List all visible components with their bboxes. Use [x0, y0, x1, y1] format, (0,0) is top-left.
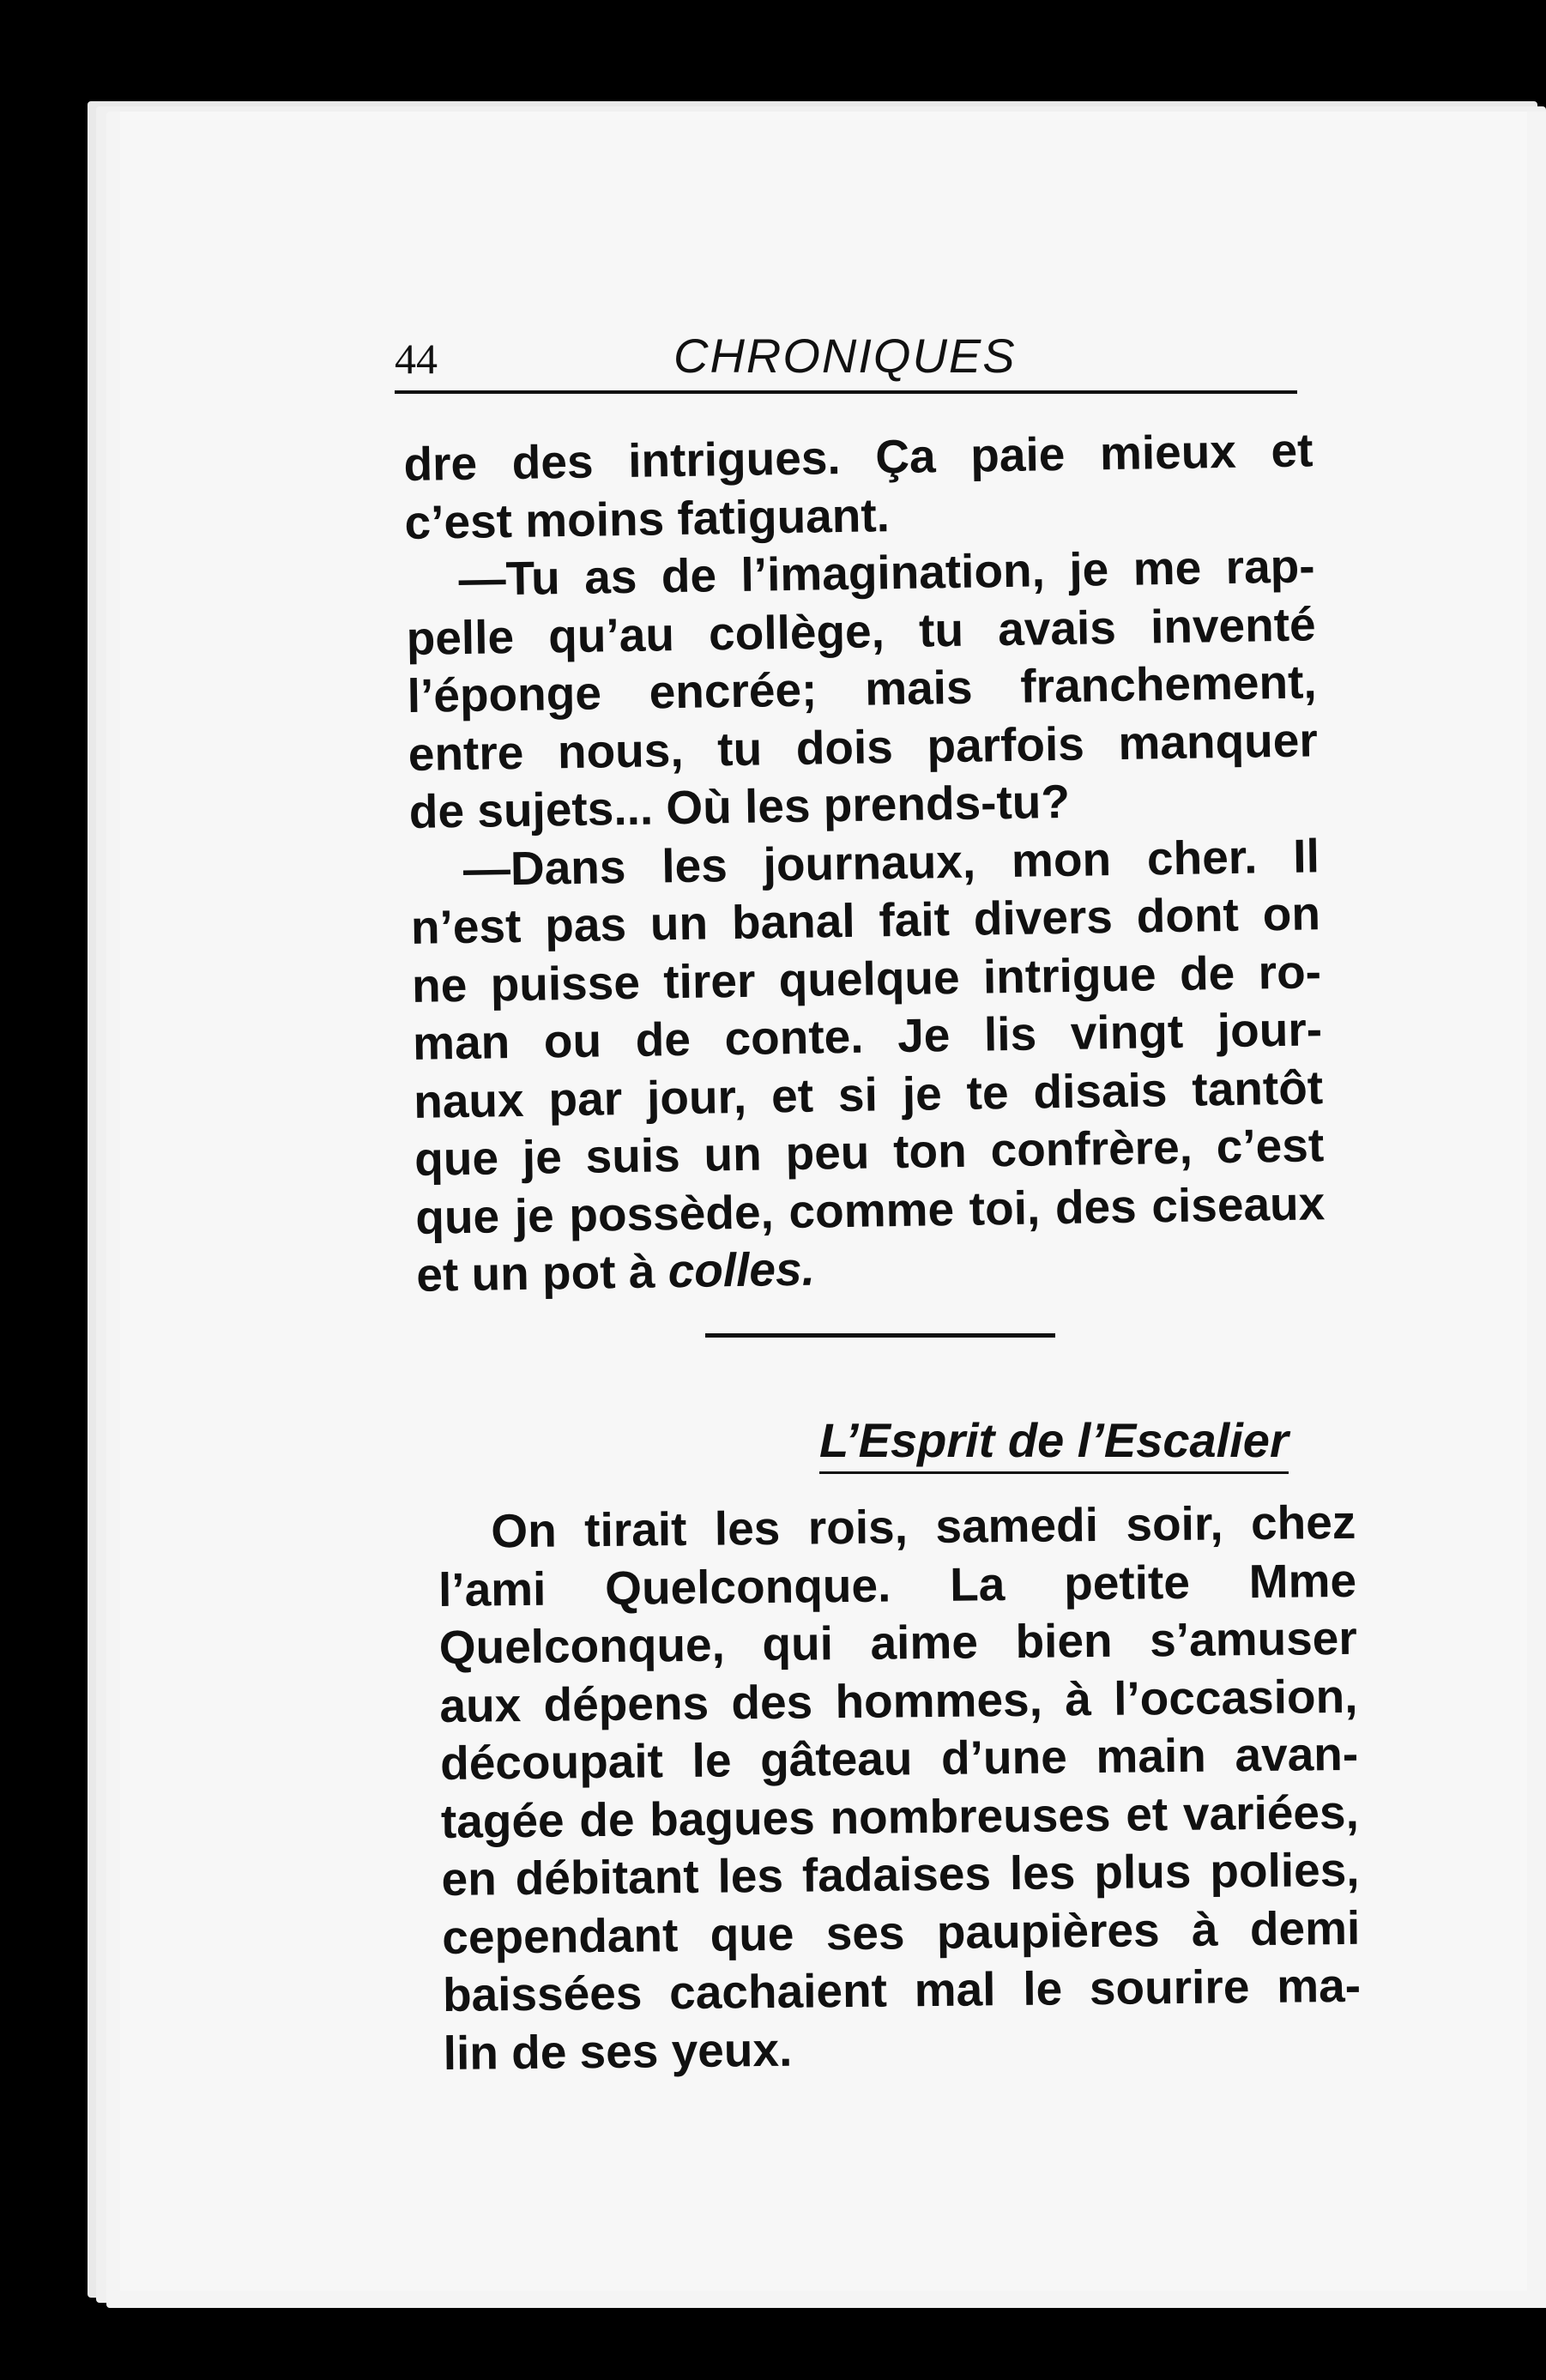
text-line: naux par jour, et si je te disais tantôt — [413, 1060, 1324, 1128]
text-line: On tirait les rois, samedi soir, chez — [491, 1495, 1356, 1558]
text-line: l’éponge encrée; mais franchement, — [407, 655, 1318, 722]
text-line: découpait le gâteau d’une main avan- — [439, 1726, 1359, 1790]
text-line: Quelconque, qui aime bien s’amuser — [438, 1610, 1358, 1674]
text-line: ne puisse tirer quelque intrigue de ro- — [411, 944, 1322, 1012]
running-head — [395, 313, 1297, 394]
text-line: entre nous, tu dois parfois manquer — [408, 712, 1319, 781]
text-line: c’est moins fatiguant. — [404, 487, 891, 549]
text-line: l’ami Quelconque. La petite Mme — [438, 1553, 1357, 1616]
text-line: que je possède, comme toi, des ciseaux — [414, 1175, 1326, 1244]
text-line: —Dans les journaux, mon cher. Il — [462, 828, 1320, 896]
text-line: que je suis un peu ton confrère, c’est — [414, 1118, 1325, 1186]
text-fragment: et un pot à — [415, 1244, 669, 1302]
body-text-section-1 — [403, 421, 1326, 1304]
text-line: en débitant les fadaises les plus polies, — [441, 1842, 1360, 1906]
text-line: —Tu as de l’imagination, je me rap- — [458, 539, 1315, 607]
text-line: pelle qu’au collège, tu avais inventé — [406, 596, 1317, 665]
section-divider — [705, 1333, 1055, 1338]
text-line: de sujets... Où les prends-tu? — [408, 774, 1071, 838]
page-number: 44 — [395, 335, 438, 383]
italic-word: colles. — [667, 1241, 816, 1298]
text-line: aux dépens des hommes, à l’occasion, — [439, 1669, 1358, 1732]
section-heading: L’Esprit de l’Escalier — [819, 1412, 1289, 1474]
text-line: cependant que ses paupières à demi — [441, 1900, 1361, 1964]
text-line: baissées cachaient mal le sourire ma- — [442, 1958, 1362, 2021]
text-line: lin de ses yeux. — [443, 2022, 793, 2080]
text-line: n’est pas un banal fait divers dont on — [410, 886, 1321, 954]
text-line: tagée de bagues nombreuses et variées, — [440, 1785, 1360, 1848]
text-line: man ou de conte. Je lis vingt jour- — [412, 1002, 1323, 1070]
running-title: CHRONIQUES — [673, 329, 1017, 383]
text-line: dre des intrigues. Ça paie mieux et — [403, 423, 1313, 491]
body-text-section-2 — [438, 1494, 1362, 2082]
